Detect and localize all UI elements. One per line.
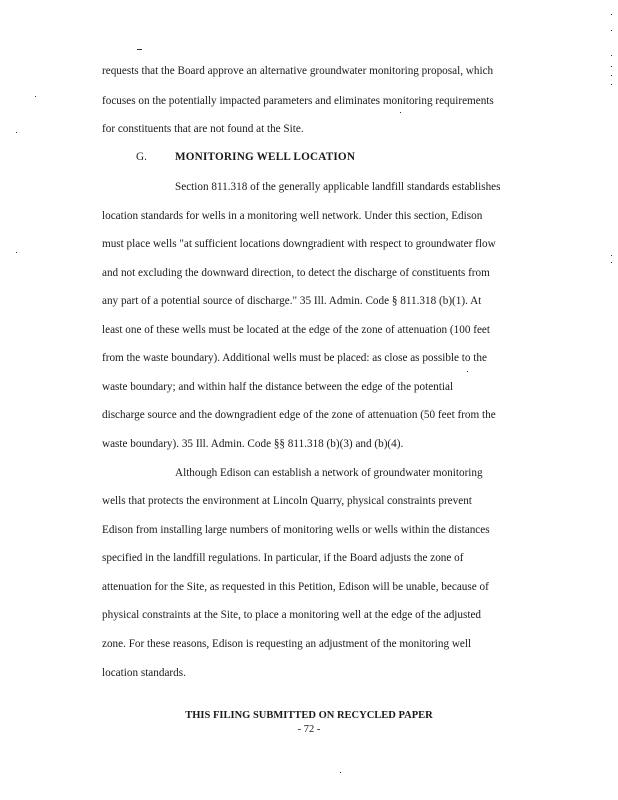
paragraph-2-line: discharge source and the downgradient edge of the zone of attenuation (50 feet from the [102,409,496,421]
paragraph-3-line: wells that protects the environment at Lincoln Quarry, physical constraints prevent [102,495,472,507]
paragraph-3-line: Although Edison can establish a network of groundwater monitoring [175,467,483,479]
scan-speck [340,772,341,773]
paragraph-2-line: Section 811.318 of the generally applicable landfill standards establishes [175,181,501,193]
paragraph-3-line: location standards. [102,667,186,679]
paragraph-2-line: from the waste boundary). Additional wells must be placed: as close as possible to the [102,352,487,364]
paragraph-2-line: location standards for wells in a monitoring well network. Under this section, Edison [102,210,483,222]
paragraph-3-line: specified in the landfill regulations. In particular, if the Board adjusts the zone of [102,552,464,564]
paragraph-2-line: any part of a potential source of discharge." 35 Ill. Admin. Code § 811.318 (b)(1). At [102,295,482,307]
scan-speck [35,96,36,97]
section-letter: G. [136,151,147,163]
scan-speck [611,262,612,263]
paragraph-1-line: requests that the Board approve an alternative groundwater monitoring proposal, which [102,65,494,77]
paragraph-1-line: for constituents that are not found at the Site. [102,123,304,135]
paragraph-2-line: waste boundary). 35 Ill. Admin. Code §§ 811.318 (b)(3) and (b)(4). [102,438,404,450]
paragraph-3-line: Edison from installing large numbers of monitoring wells or wells within the distances [102,524,490,536]
recycled-paper-notice: THIS FILING SUBMITTED ON RECYCLED PAPER [185,710,433,721]
paragraph-3-line: physical constraints at the Site, to place a monitoring well at the edge of the adjusted [102,609,482,621]
paragraph-1-line: focuses on the potentially impacted parameters and eliminates monitoring requirements [102,95,494,107]
scan-speck [467,371,468,372]
scan-speck [611,75,612,76]
scan-speck [611,30,612,31]
scan-speck [611,255,612,256]
scan-mark [137,49,142,50]
paragraph-2-line: least one of these wells must be located at the edge of the zone of attenuation (100 feet [102,324,491,336]
paragraph-2-line: must place wells "at sufficient locations downgradient with respect to groundwater flow [102,238,496,250]
page-number: - 72 - [297,724,321,735]
paragraph-2-line: waste boundary; and within half the distance between the edge of the potential [102,381,454,393]
scan-speck [611,14,612,15]
scan-speck [611,66,612,67]
scan-speck [400,112,401,113]
paragraph-3-line: attenuation for the Site, as requested in this Petition, Edison will be unable, because of [102,581,489,593]
section-heading: MONITORING WELL LOCATION [175,151,356,163]
scan-speck [16,132,17,133]
paragraph-3-line: zone. For these reasons, Edison is requesting an adjustment of the monitoring well [102,638,472,650]
scan-speck [611,55,612,56]
paragraph-2-line: and not excluding the downward direction, to detect the discharge of constituents from [102,267,490,279]
scan-speck [611,84,612,85]
scan-speck [16,252,17,253]
